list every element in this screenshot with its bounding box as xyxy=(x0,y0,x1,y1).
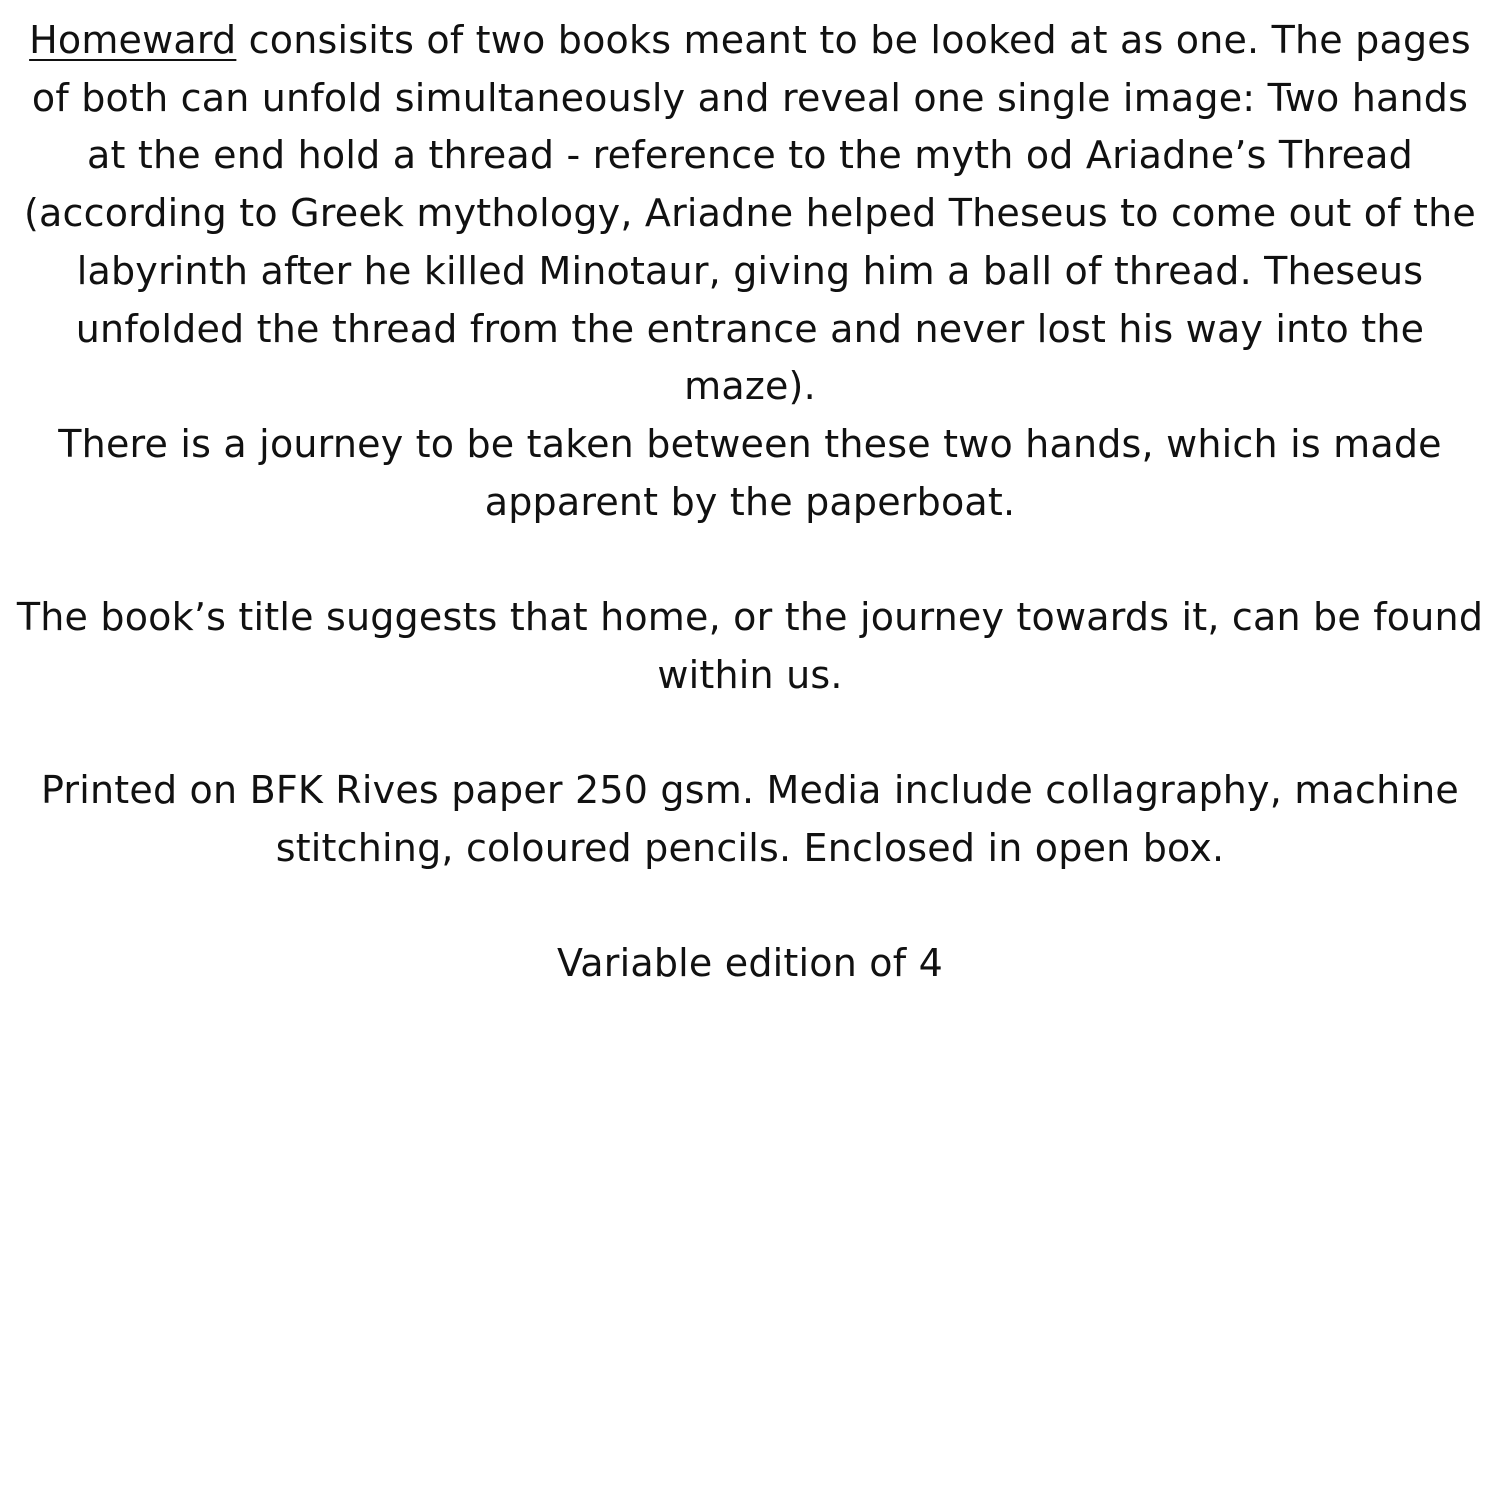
edition-line: Variable edition of 4 xyxy=(557,941,943,986)
paragraph-spacer xyxy=(8,704,1492,762)
paragraph-spacer xyxy=(8,878,1492,936)
book-title: Homeward xyxy=(29,18,237,62)
journey-paragraph: There is a journey to be taken between these two hands, which is made apparent by the paperboat. xyxy=(58,421,1442,524)
artwork-description xyxy=(0,12,1500,993)
intro-paragraph xyxy=(8,12,1492,416)
title-meaning-paragraph: The book’s title suggests that home, or the journey towards it, can be found within us. xyxy=(16,595,1484,697)
intro-text: consisits of two books meant to be looked at as one. The pages of both can unfold simultaneously and reveal one single image: Two hands at the end hold a thread - reference to the myth od Ariadne’s Thread (according to Greek mythology, Ariadne helped Theseus to come out of the labyrinth after he killed Minotaur, giving him a ball of thread. Theseus unfolded the thread from the entrance and never lost his way into the maze). xyxy=(24,18,1476,409)
paragraph-spacer xyxy=(8,531,1492,589)
materials-paragraph: Printed on BFK Rives paper 250 gsm. Media include collagraphy, machine stitching, coloured pencils. Enclosed in open box. xyxy=(40,768,1460,870)
